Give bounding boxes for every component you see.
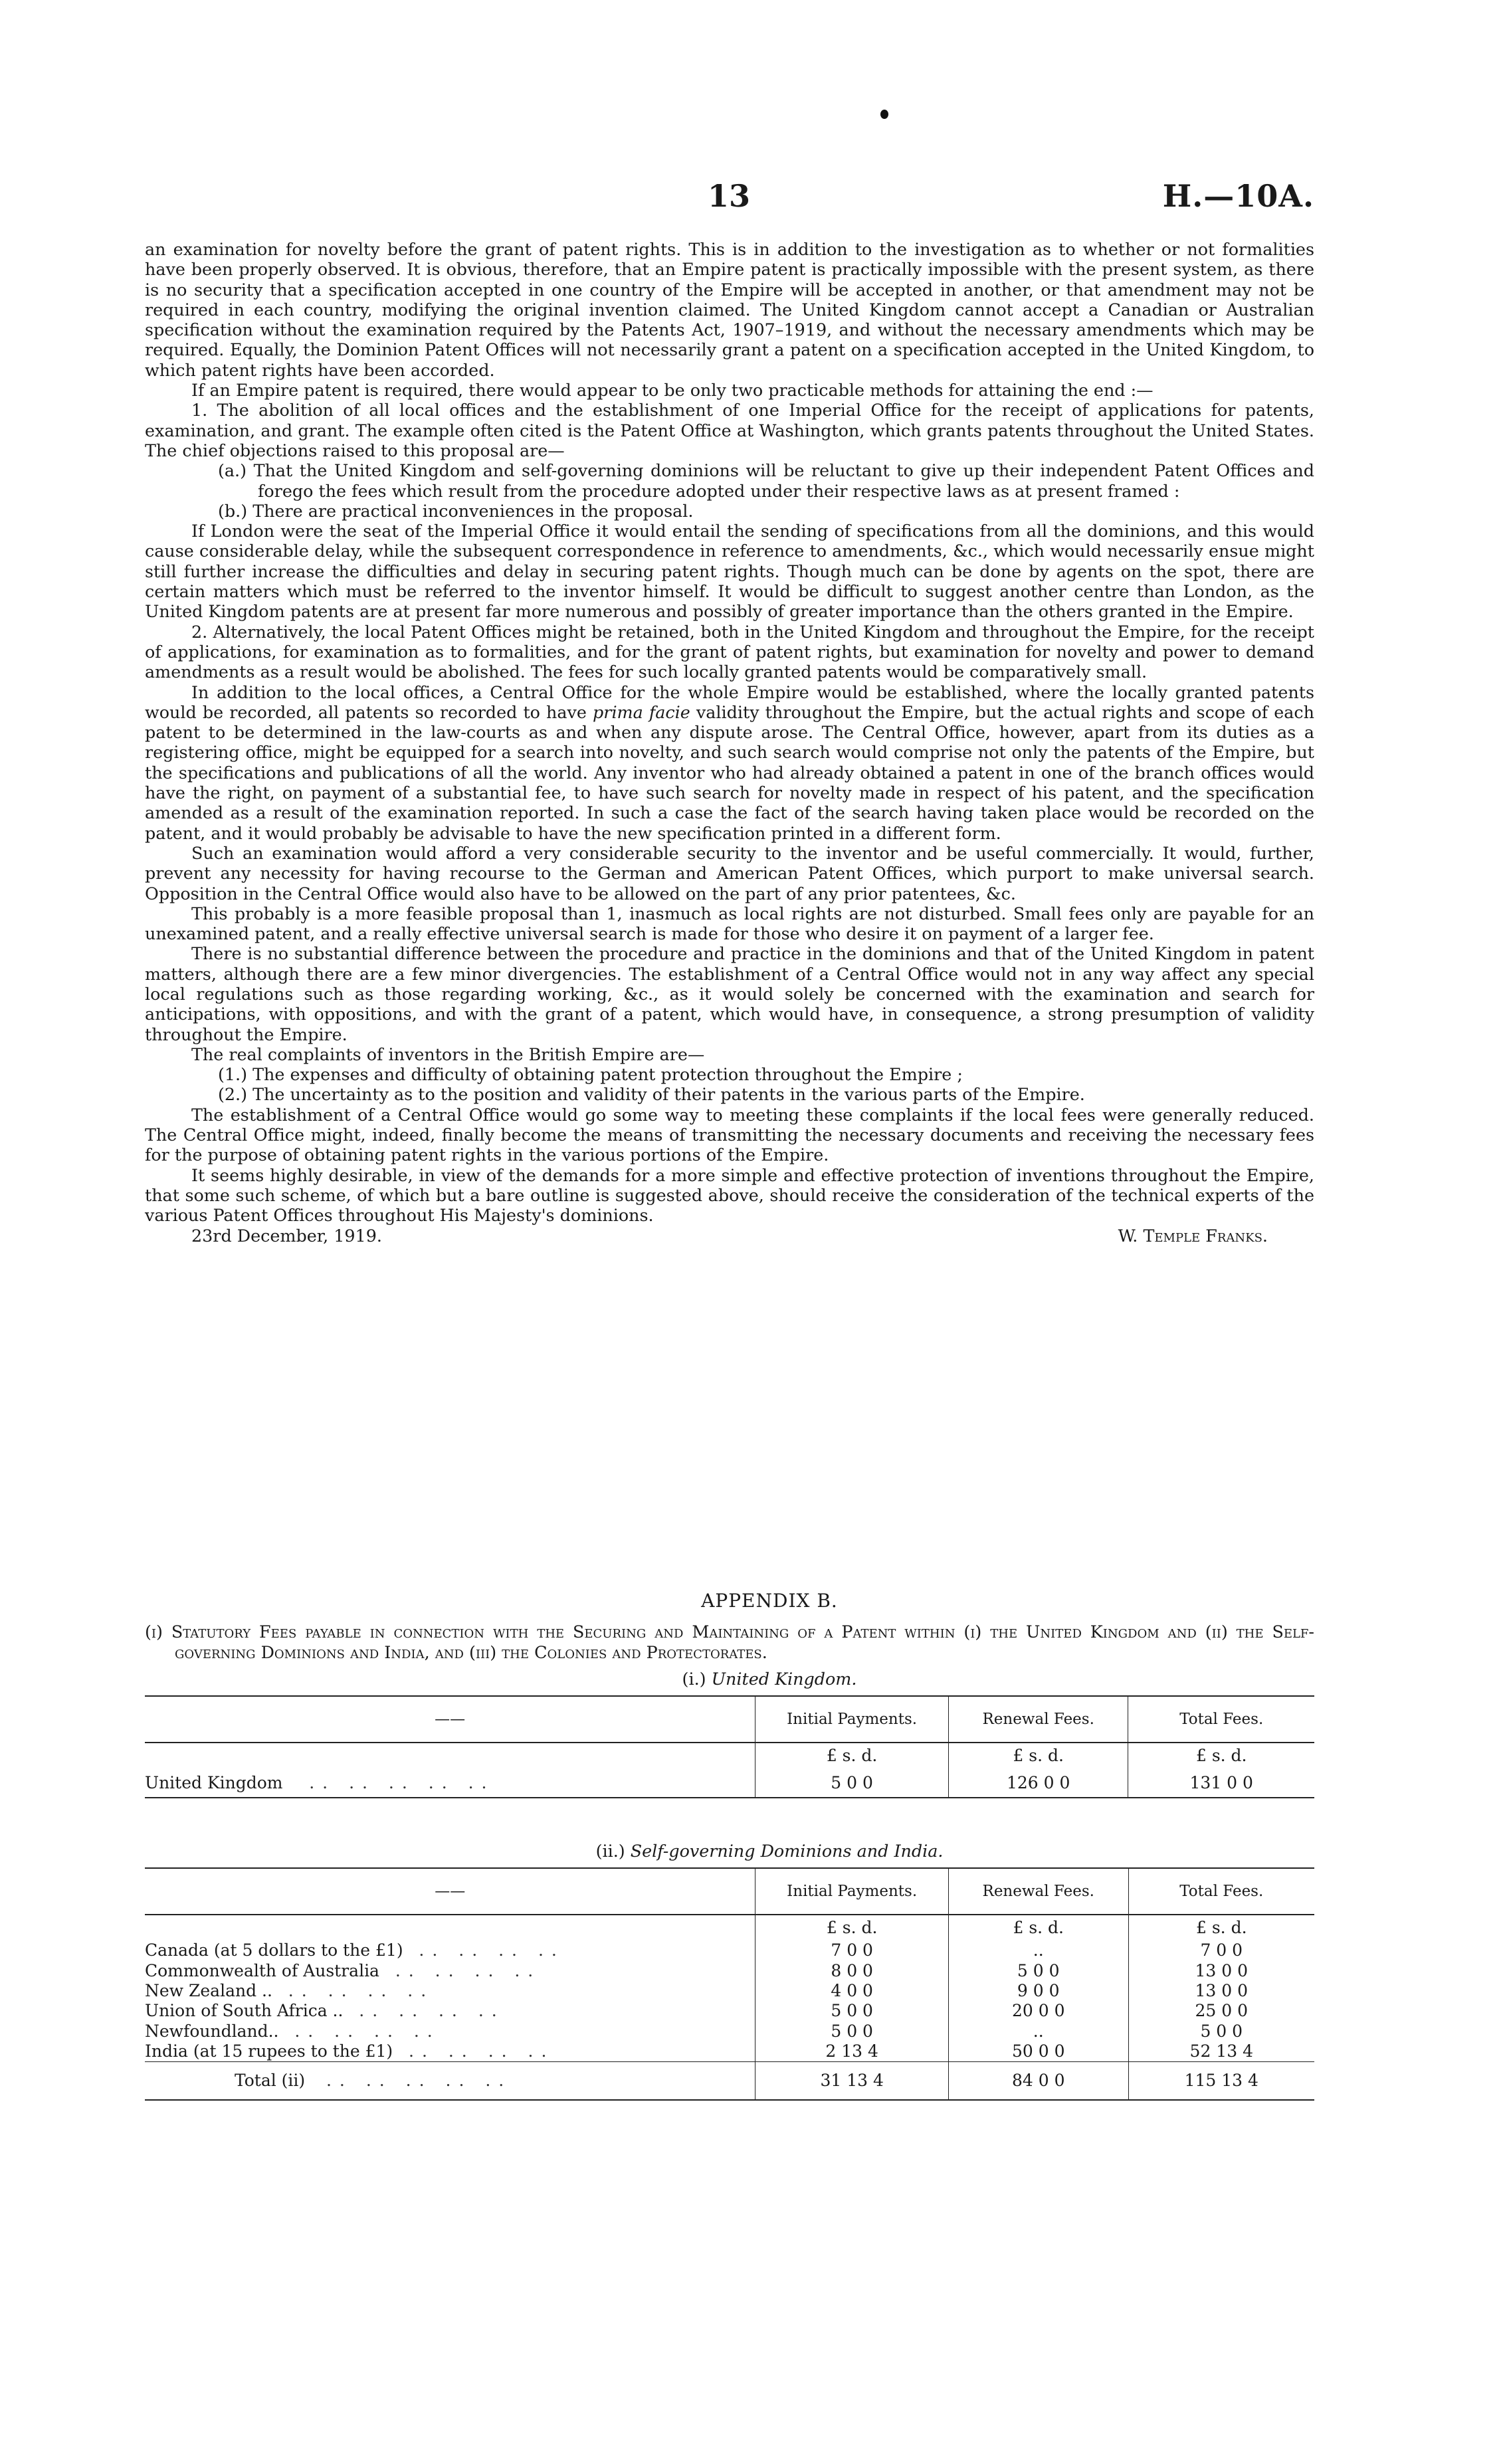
list-item: (2.) The uncertainty as to the position and validity of their patents in the various parts of the Empire. (218, 1084, 1085, 1105)
column-header: Renewal Fees. (948, 1696, 1128, 1743)
appendix-b (145, 1591, 1314, 2101)
table1-title (145, 1669, 1314, 1689)
renewal-cell: 9 0 0 (948, 1981, 1128, 2001)
renewal-cell: 20 0 0 (948, 2001, 1128, 2021)
column-header: Total Fees. (1128, 1696, 1314, 1743)
column-header: Initial Payments. (755, 1696, 949, 1743)
row-label-text: Canada (at 5 dollars to the £1) (145, 1941, 403, 1960)
initial-cell: 8 0 0 (755, 1961, 949, 1981)
signature: W. Temple Franks. (1118, 1225, 1268, 1246)
unit-row (145, 1915, 1314, 1941)
paragraph (145, 682, 1314, 843)
total-row (145, 2062, 1314, 2101)
table-row (145, 1961, 1314, 1981)
total-cell: 25 0 0 (1128, 2001, 1314, 2021)
row-label-text: New Zealand .. (145, 1981, 272, 2001)
table-number: (i.) (682, 1668, 706, 1689)
paragraph: 1. The abolition of all local offices and the establishment of one Imperial Office for the receipt of applications for patents, examination, and grant. The example often cited is the Patent Office at Washington, which grants patents throughout the United States. The chief objections raised to this proposal are— (145, 400, 1314, 460)
stub-header: —— (145, 1696, 755, 1743)
initial-cell: 4 0 0 (755, 1981, 949, 2001)
row-label-text: Union of South Africa .. (145, 2001, 344, 2021)
renewal-cell: .. (948, 2022, 1128, 2041)
paragraph: It seems highly desirable, in view of the demands for a more simple and effective protection of inventions throughout the Empire, that some such scheme, of which but a bare outline is suggested above, should receive the consideration of the technical experts of the various Patent Offices throughout His Majesty's dominions. (145, 1165, 1314, 1226)
list-item: (1.) The expenses and difficulty of obtaining patent protection throughout the Empire ; (218, 1064, 963, 1085)
stub-header: —— (145, 1868, 755, 1915)
paragraph: Such an examination would afford a very considerable security to the inventor and be useful commercially. It would, further, prevent any necessity for having recourse to the German and American Patent Offices, which purport to make universal search. Opposition in the Central Office would also have to be allowed on the part of any prior patentees, &c. (145, 842, 1314, 903)
list-item (145, 501, 1314, 521)
total-cell: 7 0 0 (1128, 1941, 1314, 1960)
initial-cell: 5 0 0 (755, 2022, 949, 2041)
column-header: Initial Payments. (755, 1868, 949, 1915)
total-cell: 5 0 0 (1128, 2022, 1314, 2041)
page-number: 13 (708, 178, 751, 214)
paragraph: If an Empire patent is required, there would appear to be only two practicable methods for attaining the end :— (191, 380, 1154, 401)
unit-label: £ s. d. (1128, 1915, 1314, 1941)
initial-cell: 5 0 0 (755, 2001, 949, 2021)
dot-leader: .. .. .. .. (395, 1960, 542, 1980)
ink-dot-mark (880, 110, 888, 119)
table-title-text: United Kingdom. (711, 1668, 857, 1689)
row-label (145, 1961, 755, 1981)
renewal-cell: 5 0 0 (948, 1961, 1128, 1981)
text-run: In addition to the local offices, a Central Office for the whole Empire would be established, where the locally granted patents would be recorded, all patents so recorded to have (145, 682, 1314, 722)
dot-leader: .. .. .. .. .. (326, 2071, 512, 2091)
renewal-cell: 126 0 0 (948, 1768, 1128, 1798)
row-label (145, 2041, 755, 2062)
column-header: Total Fees. (1128, 1868, 1314, 1915)
table-row (145, 1941, 1314, 1960)
table-header-row (145, 1696, 1314, 1743)
paragraph: an examination for novelty before the grant of patent rights. This is in addition to the investigation as to whether or not formalities have been properly observed. It is obvious, therefore, that an Empire patent is practically impossible with the present system, as there is no security that a specification accepted in one country of the Empire will be accepted in another, or that amendment may not be required in each country, modifying the original invention claimed. The United Kingdom cannot accept a Canadian or Australian specification without the examination required by the Patents Act, 1907–1919, and without the necessary amendments which may be required. Equally, the Dominion Patent Offices will not necessarily grant a patent on a specification accepted in the United Kingdom, to which patent rights have been accorded. (145, 239, 1314, 380)
renewal-cell: 84 0 0 (948, 2062, 1128, 2101)
table-row (145, 2001, 1314, 2021)
dot-leader: .. .. .. .. .. (309, 1772, 495, 1792)
paragraph: There is no substantial difference between the procedure and practice in the dominions and that of the United Kingdom in patent matters, although there are a few minor divergencies. The establishment of a Central Office would not in any way affect any special local regulations such as those regarding working, &c., as it would solely be concerned with the examination and search for anticipations, with oppositions, and with the grant of a patent, which would have, in consequence, a strong presumption of validity throughout the Empire. (145, 943, 1314, 1044)
initial-cell: 2 13 4 (755, 2041, 949, 2062)
appendix-title: APPENDIX B. (701, 1590, 838, 1612)
document-reference: H.—10A. (1162, 178, 1314, 214)
row-label (145, 2022, 755, 2041)
paragraph: 2. Alternatively, the local Patent Offices might be retained, both in the United Kingdom and throughout the Empire, for the receipt of applications, for examination as to formalities, and for the grant of patent rights, but examination for novelty and power to demand amendments as a result would be abolished. The fees for such locally granted patents would be comparatively small. (145, 621, 1314, 682)
initial-cell: 7 0 0 (755, 1941, 949, 1960)
initial-cell: 5 0 0 (755, 1768, 949, 1798)
row-label (145, 2062, 755, 2101)
row-label-text: India (at 15 rupees to the £1) (145, 2041, 393, 2061)
fees-table-dominions (145, 1867, 1314, 2101)
signature-line (145, 1226, 1314, 1247)
row-label (145, 1981, 755, 2001)
dot-leader: .. .. .. .. (294, 2021, 441, 2041)
row-label-text: United Kingdom (145, 1772, 283, 1792)
total-cell: 13 0 0 (1128, 1981, 1314, 2001)
table-row (145, 1768, 1314, 1798)
list-text: There are practical inconveniences in the proposal. (252, 500, 694, 521)
row-label-text: Newfoundland.. (145, 2021, 279, 2041)
paragraph: The real complaints of inventors in the British Empire are— (191, 1044, 705, 1064)
table-number: (ii.) (595, 1841, 625, 1861)
total-cell: 13 0 0 (1128, 1961, 1314, 1981)
initial-cell: 31 13 4 (755, 2062, 949, 2101)
row-label-text: Commonwealth of Australia (145, 1960, 379, 1980)
dot-leader: .. .. .. .. (409, 2041, 555, 2061)
dot-leader: .. .. .. .. (288, 1981, 435, 2001)
paragraph: This probably is a more feasible proposal than 1, inasmuch as local rights are not disturbed. Small fees only are payable for an unexamined patent, and a really effective universal search is made for those who desire it on payment of a larger fee. (145, 903, 1314, 944)
row-label (145, 1941, 755, 1960)
text-run: validity throughout the Empire, but the actual rights and scope of each patent to be determined in the law-courts as and when any dispute arose. The Central Office, however, apart from its duties as a registering office, might be equipped for a search into novelty, and such search would comprise not only the patents of the Empire, but the specifications and publications of all the world. Any inventor who had already obtained a patent in one of the branch offices would have the right, on payment of a substantial fee, to have such search for novelty made in respect of his patent, and the specification amended as a result of the examination reported. In such a case the fact of the search having taken place would be recorded on the patent, and it would probably be advisable to have the new specification printed in a different form. (145, 702, 1315, 843)
renewal-cell: .. (948, 1941, 1128, 1960)
italic-text: prima facie (593, 702, 690, 722)
unit-label: £ s. d. (755, 1915, 949, 1941)
table-header-row (145, 1868, 1314, 1915)
renewal-cell: 50 0 0 (948, 2041, 1128, 2062)
table-title-text: Self-governing Dominions and India. (630, 1841, 944, 1861)
report-body (145, 239, 1314, 1247)
table2-title (145, 1841, 1314, 1861)
row-label-text: Total (ii) (235, 2071, 306, 2091)
total-cell: 52 13 4 (1128, 2041, 1314, 2062)
list-marker: (a.) (218, 460, 247, 481)
row-label (145, 1768, 755, 1798)
list-text: That the United Kingdom and self-governing dominions will be reluctant to give up their independent Patent Offices and forego the fees which result from the procedure adopted under their respective laws as at present framed : (253, 460, 1314, 501)
row-label (145, 2001, 755, 2021)
dot-leader: .. .. .. .. (359, 2001, 505, 2021)
unit-label: £ s. d. (948, 1915, 1128, 1941)
page-header (0, 178, 1507, 218)
table-row (145, 1981, 1314, 2001)
unit-label: £ s. d. (1128, 1743, 1314, 1768)
total-cell: 131 0 0 (1128, 1768, 1314, 1798)
table-row (145, 2041, 1314, 2062)
unit-label: £ s. d. (755, 1743, 949, 1768)
unit-row (145, 1743, 1314, 1768)
table-row (145, 2022, 1314, 2041)
column-header: Renewal Fees. (948, 1868, 1128, 1915)
total-cell: 115 13 4 (1128, 2062, 1314, 2101)
date: 23rd December, 1919. (191, 1225, 382, 1246)
unit-label: £ s. d. (948, 1743, 1128, 1768)
paragraph: The establishment of a Central Office would go some way to meeting these complaints if the local fees were generally reduced. The Central Office might, indeed, finally become the means of transmitting the necessary documents and receiving the necessary fees for the purpose of obtaining patent rights in the various portions of the Empire. (145, 1104, 1314, 1165)
appendix-caption: (i) Statutory Fees payable in connection with the Securing and Maintaining of a Patent within (i) the United Kingdom and (ii) the Self-governing Dominions and India, and (iii) the Colonies and Protectorates. (145, 1622, 1314, 1662)
list-marker: (b.) (218, 500, 248, 521)
fees-table-united-kingdom (145, 1695, 1314, 1798)
paragraph: If London were the seat of the Imperial Office it would entail the sending of specifications from all the dominions, and this would cause considerable delay, while the subsequent correspondence in reference to amendments, &c., which would necessarily ensue might still further increase the difficulties and delay in securing patent rights. Though much can be done by agents on the spot, there are certain matters which must be referred to the inventor himself. It would be difficult to suggest another centre than London, as the United Kingdom patents are at present far more numerous and possibly of greater importance than the others granted in the Empire. (145, 521, 1314, 622)
list-item (145, 460, 1314, 501)
dot-leader: .. .. .. .. (419, 1941, 565, 1960)
